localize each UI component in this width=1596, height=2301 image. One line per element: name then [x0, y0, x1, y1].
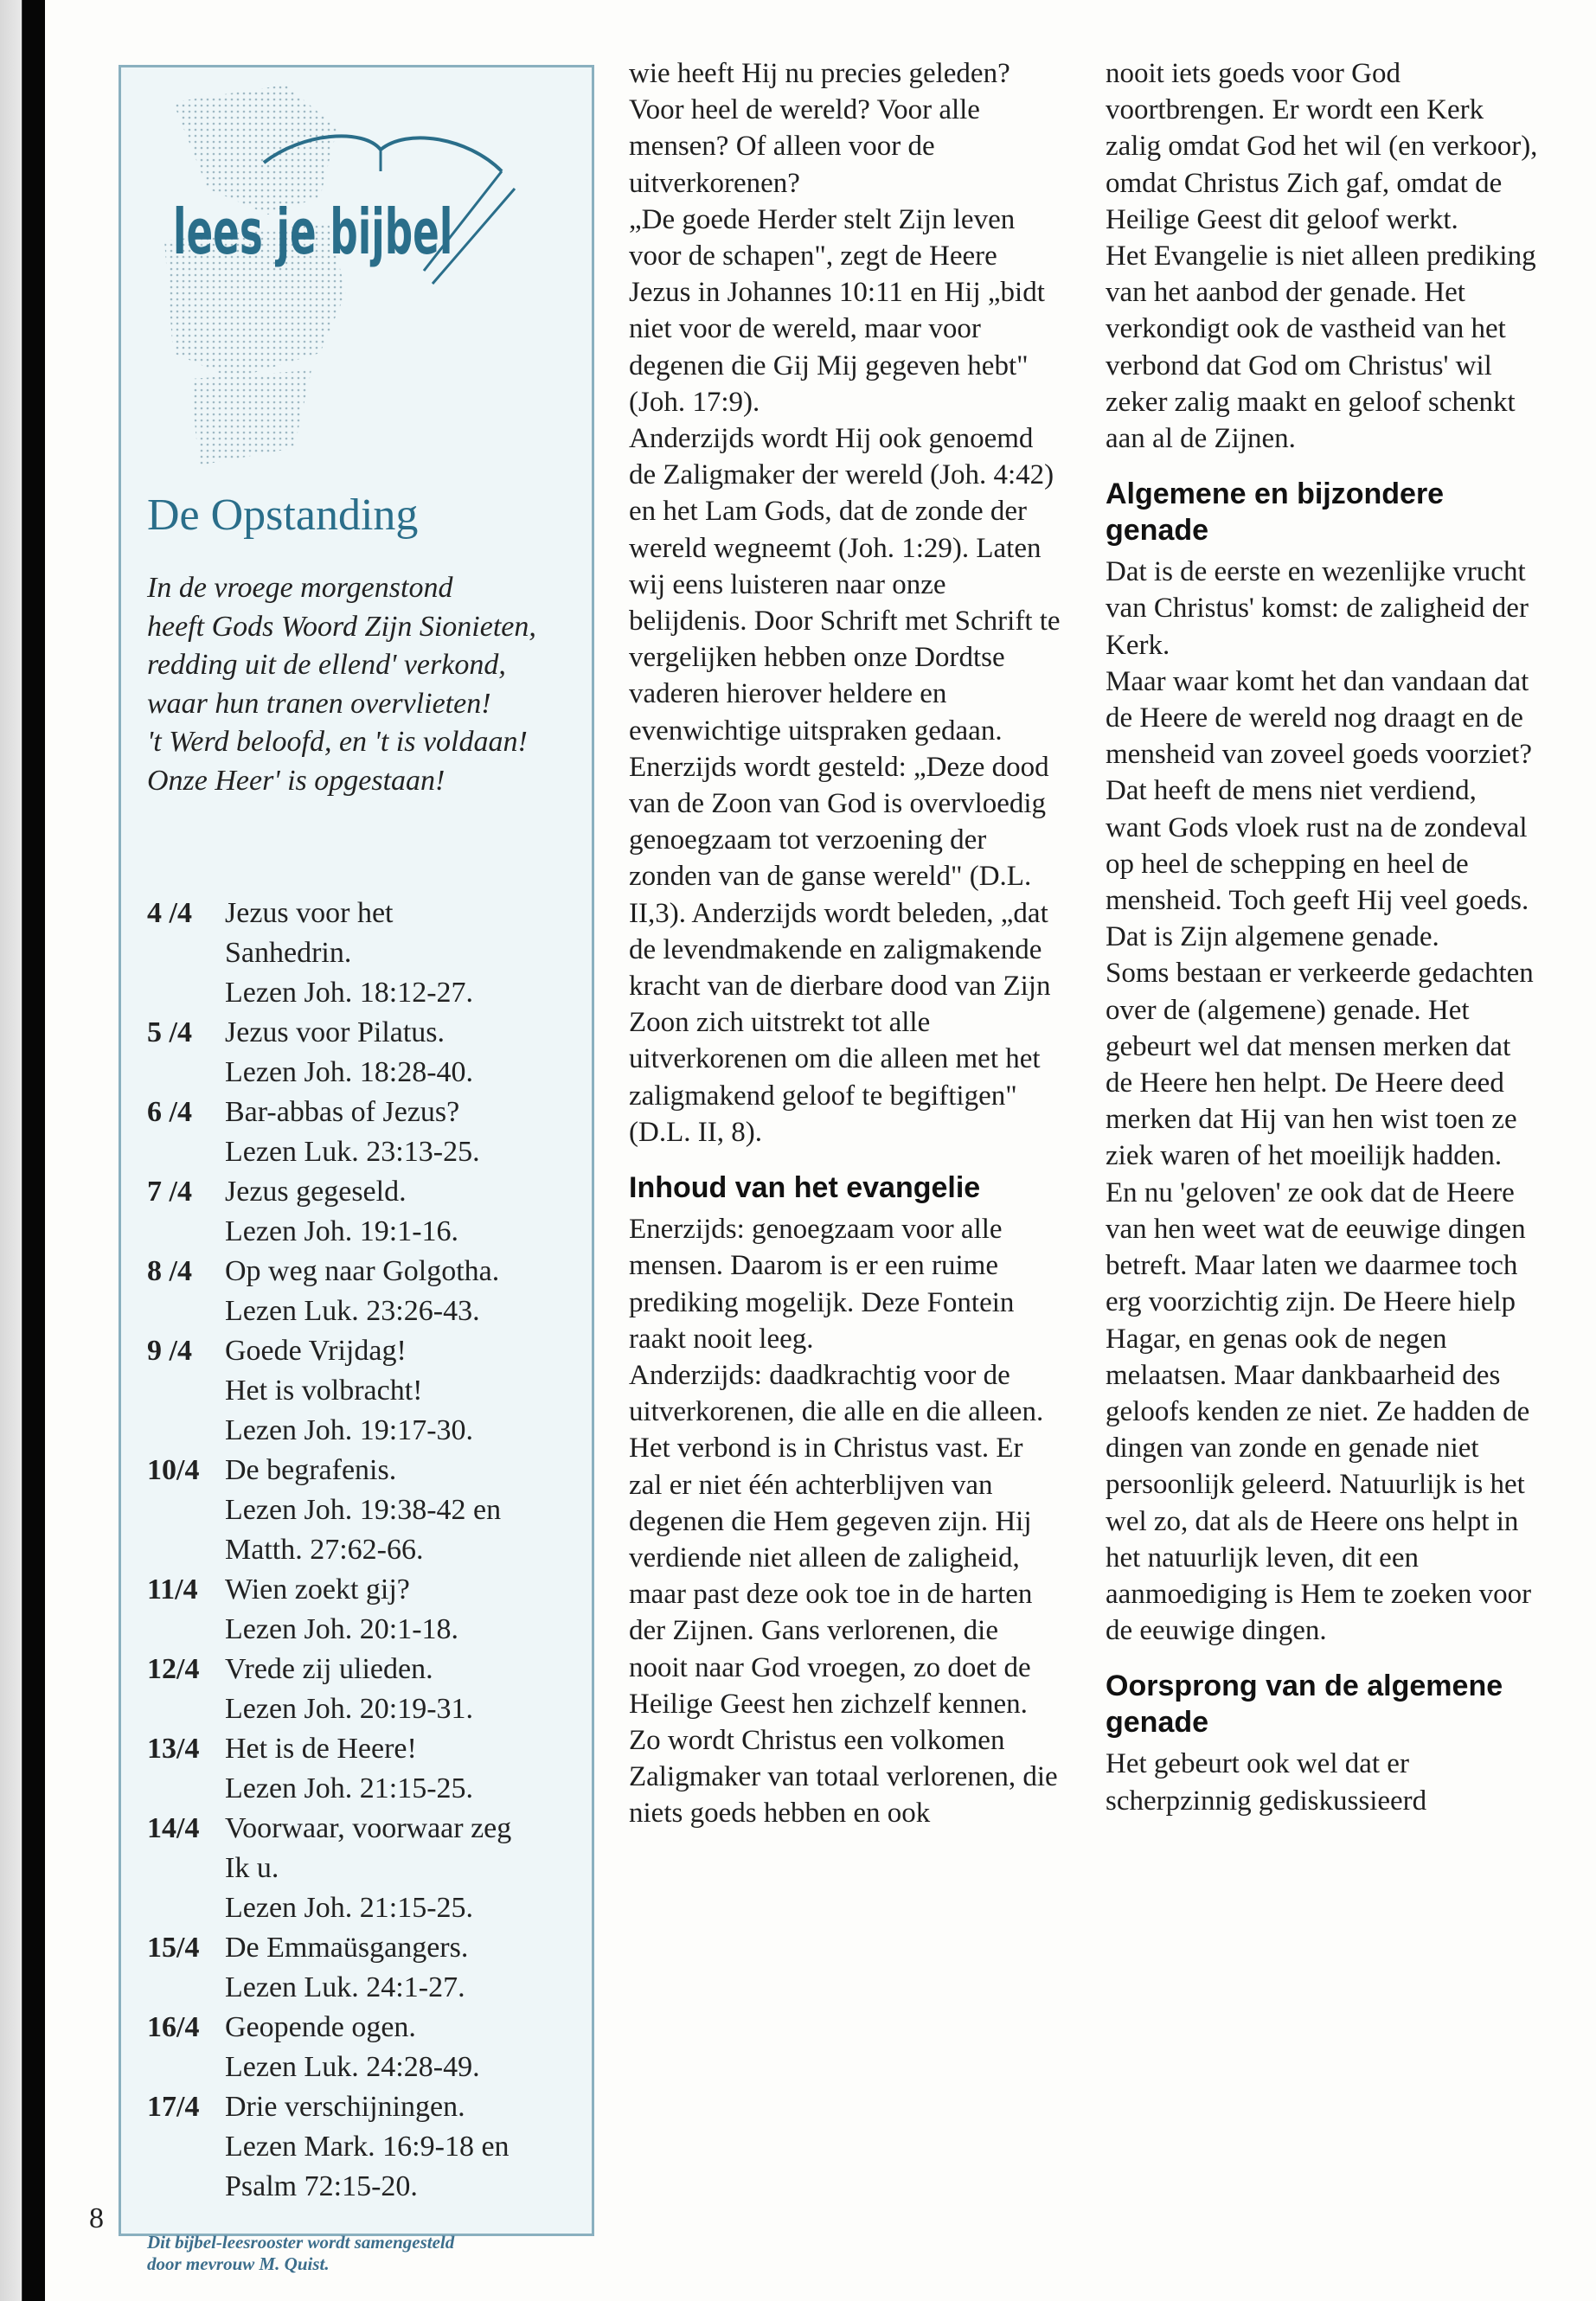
schedule-entry — [147, 1570, 588, 1650]
poem-line: heeft Gods Woord Zijn Sionieten, — [147, 610, 536, 643]
schedule-entry — [147, 1928, 588, 2008]
schedule-line: Lezen Luk. 23:13-25. — [225, 1136, 480, 1168]
section-heading: Oorsprong van de algemene genade — [1106, 1670, 1503, 1740]
schedule-line: Wien zoekt gij? — [225, 1574, 410, 1606]
schedule-line: Jezus voor Pilatus. — [225, 1016, 445, 1048]
article-column-middle — [629, 55, 1061, 1832]
schedule-line: Jezus gegeseld. — [225, 1176, 407, 1208]
schedule-date: 13/4 — [147, 1733, 200, 1765]
schedule-entry — [147, 894, 588, 1013]
schedule-line: Psalm 72:15-20. — [225, 2170, 418, 2202]
schedule-date: 11/4 — [147, 1574, 198, 1606]
schedule-line: Sanhedrin. — [225, 937, 352, 969]
schedule-date: 4 /4 — [147, 897, 192, 929]
schedule-date: 12/4 — [147, 1653, 200, 1685]
reading-schedule — [147, 894, 588, 2207]
schedule-line: Het is de Heere! — [225, 1733, 417, 1765]
schedule-credit — [147, 2232, 580, 2275]
schedule-line: Lezen Luk. 24:1-27. — [225, 1971, 465, 2003]
poem-line: In de vroege morgenstond — [147, 572, 453, 604]
schedule-date: 14/4 — [147, 1812, 200, 1844]
paragraph: Enerzijds wordt gesteld: „Deze dood van de Zoon van God is overvloedig genoegzaam tot verzoening der zonden van de ganse wereld" (D.L. II,3). Anderzijds wordt beleden, „dat de levendmakende en zaligmakende kracht van de dierbare dood van Zijn Zoon zich uitstrekt tot alle uitverkorenen om die alleen met het zaligmakend geloof te begiftigen" (D.L. II, 8). — [629, 751, 1051, 1148]
schedule-line: De begrafenis. — [225, 1454, 397, 1486]
section-heading: Inhoud van het evangelie — [629, 1171, 981, 1205]
credit-line: Dit bijbel-leesrooster wordt samengesteld — [147, 2232, 455, 2253]
credit-line: door mevrouw M. Quist. — [147, 2253, 330, 2274]
schedule-line: Lezen Joh. 18:12-27. — [225, 977, 474, 1009]
paragraph: Het gebeurt ook wel dat er scherpzinnig gediskussieerd — [1106, 1748, 1427, 1817]
sidebar-title: De Opstanding — [147, 490, 419, 540]
schedule-line: Lezen Mark. 16:9-18 en — [225, 2131, 510, 2163]
paragraph: Enerzijds: genoegzaam voor alle mensen. Daarom is er een ruime prediking mogelijk. Deze Fontein raakt nooit leeg. — [629, 1214, 1015, 1355]
schedule-entry — [147, 2008, 588, 2087]
schedule-line: Lezen Luk. 24:28-49. — [225, 2051, 480, 2083]
paragraph: Anderzijds wordt Hij ook genoemd de Zaligmaker der wereld (Joh. 4:42) en het Lam Gods, dat de zonde der wereld wegneemt (Joh. 1:29). Laten wij eens luisteren naar onze belijdenis. Door Schrift met Schrift te vergelijken hebben onze Dordtse vaderen hierover heldere en evenwichtige uitspraken gedaan. — [629, 423, 1061, 747]
schedule-entry — [147, 1331, 588, 1451]
page-number: 8 — [89, 2202, 104, 2234]
schedule-line: Lezen Joh. 21:15-25. — [225, 1772, 474, 1804]
schedule-date: 9 /4 — [147, 1335, 192, 1367]
poem-line: waar hun tranen overvlieten! — [147, 687, 491, 720]
schedule-entry — [147, 1093, 588, 1172]
paragraph: Soms bestaan er verkeerde gedachten over de (algemene) genade. Het gebeurt wel dat mensen merken dat de Heere hen helpt. De Heere deed merken dat Hij van hen wist toen ze ziek waren of het moeilijk hadden. En nu 'geloven' ze ook dat de Heere van hen weet wat de eeuwige dingen betreft. Maar laten we daarmee toch erg voorzichtig zijn. De Heere hielp Hagar, en genas ook de negen melaatsen. Maar dankbaarheid des geloofs kenden ze niet. Ze hadden de dingen van zonde en genade niet persoonlijk geleerd. Natuurlijk is het wel zo, dat als de Heere ons helpt in het natuurlijk leven, dit een aanmoediging is Hem te zoeken voor de eeuwige dingen. — [1106, 958, 1534, 1647]
schedule-line: Jezus voor het — [225, 897, 394, 929]
schedule-date: 6 /4 — [147, 1096, 192, 1128]
schedule-entry — [147, 2087, 588, 2207]
schedule-date: 10/4 — [147, 1454, 200, 1486]
poem-line: redding uit de ellend' verkond, — [147, 649, 506, 681]
schedule-line: Lezen Joh. 20:1-18. — [225, 1613, 459, 1645]
schedule-line: De Emmaüsgangers. — [225, 1932, 469, 1964]
schedule-line: Lezen Joh. 20:19-31. — [225, 1693, 474, 1725]
section-heading: Algemene en bijzondere genade — [1106, 478, 1445, 548]
schedule-date: 5 /4 — [147, 1016, 192, 1048]
schedule-line: Op weg naar Golgotha. — [225, 1255, 500, 1287]
schedule-entry — [147, 1809, 588, 1928]
schedule-line: Ik u. — [225, 1852, 279, 1884]
article-column-right — [1106, 55, 1538, 1819]
reading-schedule-sidebar — [119, 65, 594, 2274]
poem-line: 't Werd beloofd, en 't is voldaan! — [147, 726, 528, 758]
paragraph: nooit iets goeds voor God voortbrengen. Er wordt een Kerk zalig omdat God het wil (en verkoor), omdat Christus Zich gaf, omdat de Heilige Geest dit geloof werkt. — [1106, 58, 1538, 235]
banner-dot-pattern — [164, 85, 346, 465]
paragraph: wie heeft Hij nu precies geleden? Voor heel de wereld? Voor alle mensen? Of alleen voor de uitverkorenen? — [629, 58, 1010, 199]
poem-line: Onze Heer' is opgestaan! — [147, 764, 445, 797]
schedule-date: 17/4 — [147, 2091, 200, 2123]
schedule-entry — [147, 1252, 588, 1331]
schedule-line: Lezen Joh. 19:1-16. — [225, 1215, 459, 1247]
schedule-line: Goede Vrijdag! — [225, 1335, 407, 1367]
schedule-line: Lezen Joh. 18:28-40. — [225, 1056, 474, 1088]
schedule-date: 7 /4 — [147, 1176, 192, 1208]
banner-text: lees je bijbel — [173, 196, 453, 269]
schedule-line: Geopende ogen. — [225, 2011, 416, 2043]
paragraph: Maar waar komt het dan vandaan dat de Heere de wereld nog draagt en de mensheid van zoveel goeds voorziet? Dat heeft de mens niet verdiend, want Gods vloek rust na de zondeval op heel de schepping en heel de mensheid. Toch geeft Hij veel goeds. Dat is Zijn algemene genade. — [1106, 665, 1532, 953]
schedule-line: Lezen Joh. 19:38-42 en — [225, 1494, 502, 1526]
schedule-date: 16/4 — [147, 2011, 200, 2043]
schedule-entry — [147, 1172, 588, 1252]
poem — [147, 569, 588, 800]
schedule-line: Voorwaar, voorwaar zeg — [225, 1812, 512, 1844]
paragraph: Dat is de eerste en wezenlijke vrucht van Christus' komst: de zaligheid der Kerk. — [1106, 556, 1529, 661]
schedule-date: 8 /4 — [147, 1255, 192, 1287]
binding-edge — [0, 0, 45, 2301]
schedule-entry — [147, 1451, 588, 1570]
schedule-line: Vrede zij ulieden. — [225, 1653, 433, 1685]
schedule-line: Drie verschijningen. — [225, 2091, 465, 2123]
schedule-line: Matth. 27:62-66. — [225, 1534, 424, 1566]
schedule-line: Lezen Luk. 23:26-43. — [225, 1295, 480, 1327]
schedule-line: Lezen Joh. 19:17-30. — [225, 1414, 474, 1446]
paragraph: Het Evangelie is niet alleen prediking van het aanbod der genade. Het verkondigt ook de vastheid van het verbond dat God om Christus' wil zeker zalig maakt en geloof schenkt aan al de Zijnen. — [1106, 240, 1536, 455]
schedule-entry — [147, 1729, 588, 1809]
schedule-entry — [147, 1013, 588, 1093]
schedule-line: Bar-abbas of Jezus? — [225, 1096, 460, 1128]
schedule-date: 15/4 — [147, 1932, 200, 1964]
paragraph: Anderzijds: daadkrachtig voor de uitverkorenen, die alle en die alleen. Het verbond is in Christus vast. Er zal er niet één achterblijven van degenen die Hem gegeven zijn. Hij verdiende niet alleen de zaligheid, maar past deze ook toe in de harten der Zijnen. Gans verlorenen, die nooit naar God vroegen, zo doet de Heilige Geest hen zichzelf kennen. Zo wordt Christus een volkomen Zaligmaker van totaal verlorenen, die niets goeds hebben en ook — [629, 1359, 1058, 1830]
schedule-entry — [147, 1650, 588, 1729]
lees-je-bijbel-banner — [121, 67, 592, 500]
schedule-line: Het is volbracht! — [225, 1375, 423, 1407]
paragraph: „De goede Herder stelt Zijn leven voor de schapen", zegt de Heere Jezus in Johannes 10:11 en Hij „bidt niet voor de wereld, maar voor degenen die Gij Mij gegeven hebt" (Joh. 17:9). — [629, 203, 1045, 418]
schedule-line: Lezen Joh. 21:15-25. — [225, 1892, 474, 1924]
